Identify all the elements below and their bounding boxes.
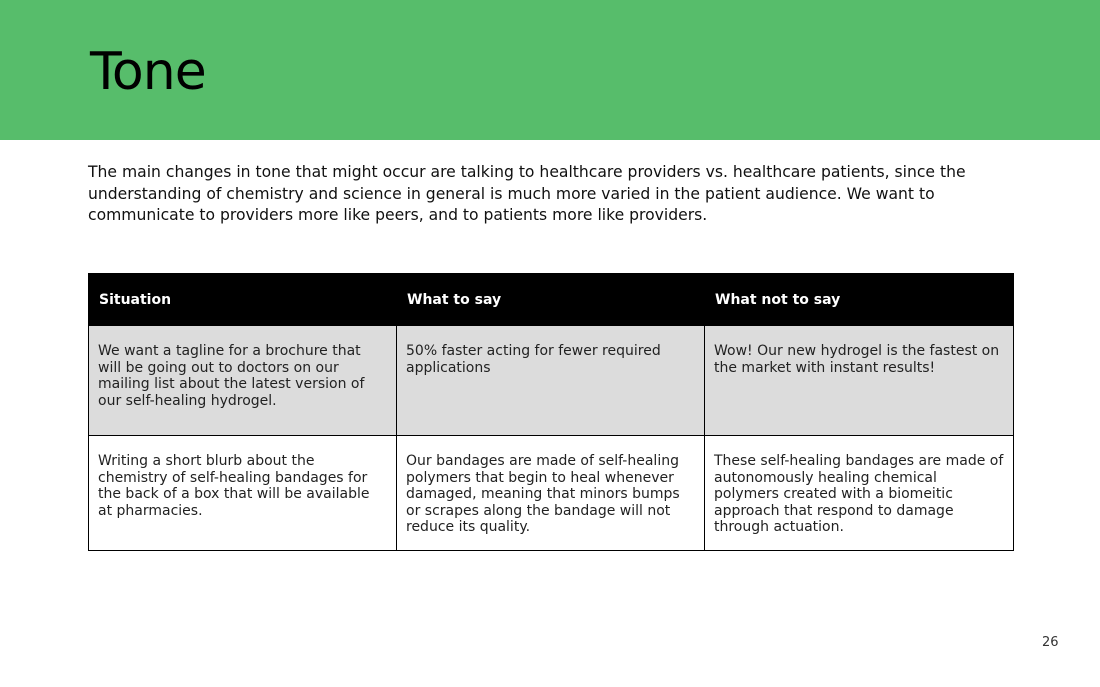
table-row	[89, 326, 1014, 436]
situation-cell: We want a tagline for a brochure that will be going out to doctors on our mailing list about the latest version of our self-healing hydrogel.	[89, 326, 397, 436]
column-header-what-to-say: What to say	[397, 274, 705, 326]
page-number: 26	[1042, 635, 1059, 650]
tone-table	[88, 273, 1014, 551]
what-not-to-say-cell: These self-healing bandages are made of autonomously healing chemical polymers created with a biomeitic approach that respond to damage through actuation.	[705, 436, 1014, 551]
what-to-say-cell: 50% faster acting for fewer required applications	[397, 326, 705, 436]
table-row	[89, 436, 1014, 551]
table-header-row	[89, 274, 1014, 326]
what-not-to-say-cell: Wow! Our new hydrogel is the fastest on the market with instant results!	[705, 326, 1014, 436]
column-header-situation: Situation	[89, 274, 397, 326]
situation-cell: Writing a short blurb about the chemistry of self-healing bandages for the back of a box that will be available at pharmacies.	[89, 436, 397, 551]
what-to-say-cell: Our bandages are made of self-healing polymers that begin to heal whenever damaged, meaning that minors bumps or scrapes along the bandage will not reduce its quality.	[397, 436, 705, 551]
intro-paragraph: The main changes in tone that might occur are talking to healthcare providers vs. healthcare patients, since the understanding of chemistry and science in general is much more varied in the patient audience. We want to communicate to providers more like peers, and to patients more like providers.	[88, 163, 966, 224]
column-header-what-not-to-say: What not to say	[705, 274, 1014, 326]
page-title: Tone	[90, 42, 206, 102]
